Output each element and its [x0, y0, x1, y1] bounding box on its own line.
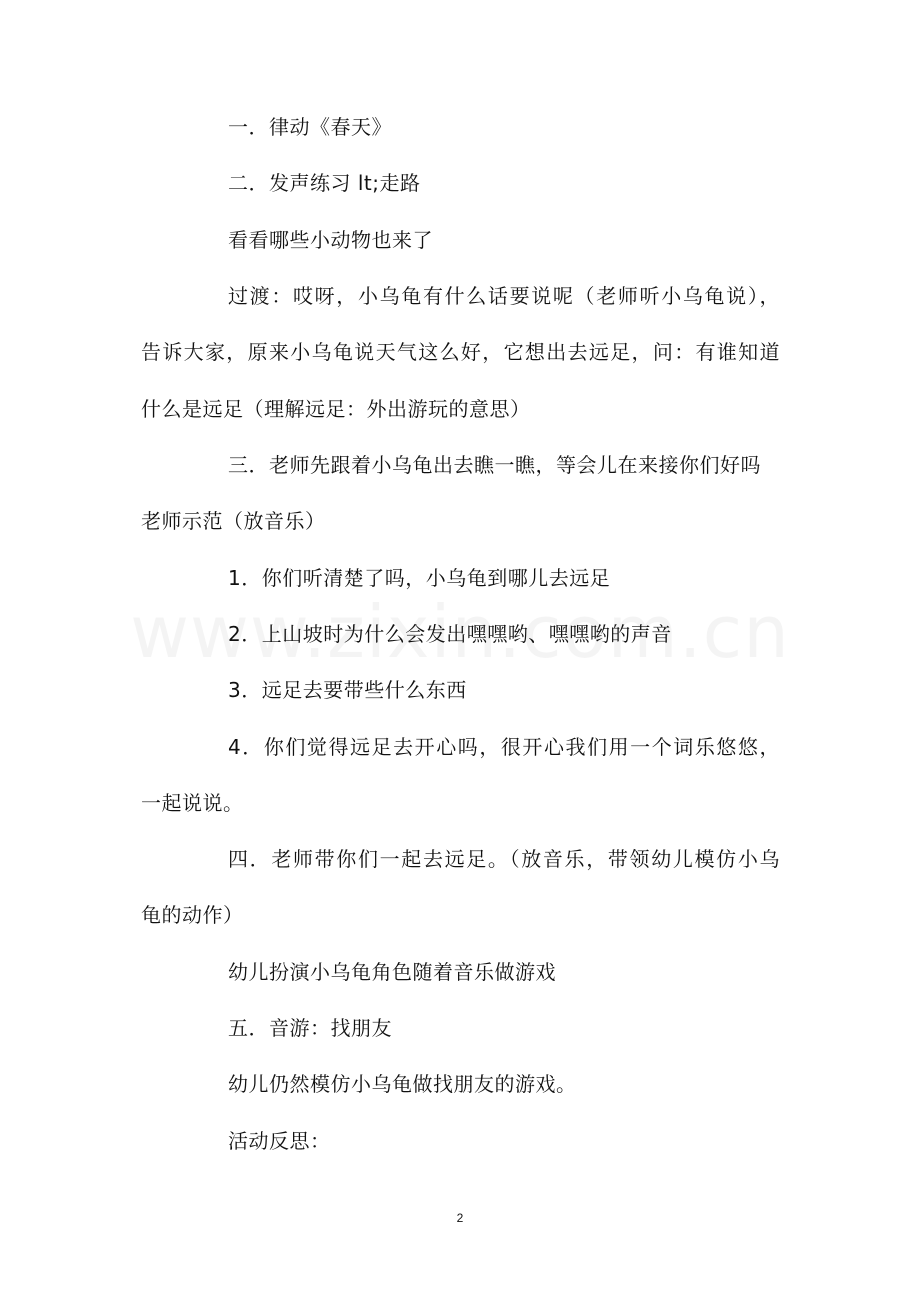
question-4-line-1: 4．你们觉得远足去开心吗，很开心我们用一个词乐悠悠， [228, 735, 780, 759]
paragraph-transition-line-1: 过渡：哎呀，小乌龟有什么话要说呢（老师听小乌龟说）， [228, 284, 780, 308]
paragraph-transition-line-3: 什么是远足（理解远足：外出游玩的意思） [141, 397, 531, 421]
question-1: 1．你们听清楚了吗，小乌龟到哪儿去远足 [228, 566, 611, 590]
question-2: 2．上山坡时为什么会发出嘿嘿哟、嘿嘿哟的声音 [228, 622, 672, 646]
page-number: 2 [456, 1211, 464, 1225]
paragraph-animals: 看看哪些小动物也来了 [228, 228, 433, 252]
paragraph-find-friends: 幼儿仍然模仿小乌龟做找朋友的游戏。 [228, 1072, 577, 1096]
heading-music-game: 五．音游：找朋友 [228, 1016, 392, 1040]
heading-go-hiking-line-1: 四．老师带你们一起去远足。（放音乐，带领幼儿模仿小乌 [228, 847, 780, 871]
paragraph-role-play: 幼儿扮演小乌龟角色随着音乐做游戏 [228, 960, 556, 984]
heading-rhythm: 一．律动《春天》 [228, 115, 392, 139]
question-3: 3．远足去要带些什么东西 [228, 678, 467, 702]
heading-teacher-explore: 三．老师先跟着小乌龟出去瞧一瞧，等会儿在来接你们好吗 [228, 453, 761, 477]
heading-reflection: 活动反思： [228, 1129, 331, 1153]
question-4-line-2: 一起说说。 [141, 791, 244, 815]
heading-go-hiking-line-2: 龟的动作） [141, 903, 244, 927]
heading-vocal-practice: 二．发声练习 lt;走路 [228, 171, 421, 195]
paragraph-demonstration: 老师示范（放音乐） [141, 509, 326, 533]
paragraph-transition-line-2: 告诉大家，原来小乌龟说天气这么好，它想出去远足，问：有谁知道 [141, 340, 780, 364]
